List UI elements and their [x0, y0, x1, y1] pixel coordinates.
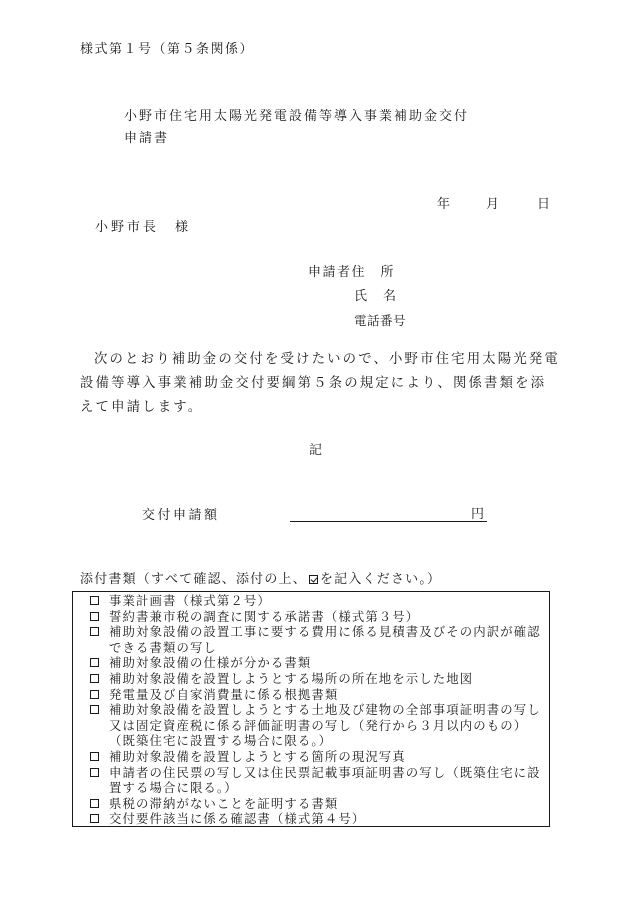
- checklist-item: [73, 609, 549, 625]
- checked-box-icon: [309, 575, 318, 584]
- attachments-title-text: 添付書類（すべて確認、添付の上、: [80, 572, 307, 587]
- checklist-item: [73, 671, 549, 687]
- checklist-item-text: 事業計画書（様式第２号）: [109, 593, 271, 608]
- amount-unit: 円: [471, 507, 486, 522]
- checklist-item: [73, 796, 549, 812]
- checkbox[interactable]: [90, 627, 99, 636]
- checklist-item: [73, 749, 549, 765]
- checkbox[interactable]: [90, 658, 99, 667]
- checklist-item-text: 県税の滞納がないことを証明する書類: [109, 795, 339, 811]
- amount-input-line[interactable]: [290, 521, 487, 522]
- date-year-label: 年: [437, 197, 452, 212]
- checkbox[interactable]: [90, 768, 99, 777]
- checklist-item: [73, 811, 549, 827]
- application-statement: 次のとおり補助金の交付を受けたいので、小野市住宅用太陽光発電設備等導入事業補助金交付要綱第５条の規定により、関係書類を添えて申請します。: [80, 352, 560, 415]
- checklist-item: [73, 655, 549, 671]
- attachments-title-suffix: を記入ください。）: [319, 572, 442, 587]
- checklist-item: [73, 624, 549, 655]
- attachments-list: [73, 593, 549, 827]
- checkbox[interactable]: [90, 674, 99, 683]
- checklist-item-text: 補助対象設備を設置しようとする箇所の現況写真: [109, 748, 406, 764]
- checklist-item-text: 補助対象設備の仕様が分かる書類: [109, 655, 312, 671]
- amount-label: 交付申請額: [142, 508, 220, 523]
- checklist-item-text: 補助対象設備を設置しようとする土地及び建物の全部事項証明書の写し又は固定資産税に係る評価証明書の写し（発行から３月以内のもの）（既築住宅に設置する場合に限る。）: [109, 702, 541, 749]
- date-month-label: 月: [486, 197, 501, 212]
- checkbox[interactable]: [90, 814, 99, 823]
- ki-heading: 記: [309, 443, 324, 458]
- checkbox[interactable]: [90, 705, 99, 714]
- checklist-item-text: 補助対象設備を設置しようとする場所の所在地を示した地図: [109, 670, 474, 686]
- checklist-item-text: 発電量及び自家消費量に係る根拠書類: [109, 686, 339, 702]
- checkbox[interactable]: [90, 752, 99, 761]
- document-title: 小野市住宅用太陽光発電設備等導入事業補助金交付: [124, 109, 470, 124]
- checklist-item-text: 交付要件該当に係る確認書（様式第４号）: [109, 811, 366, 827]
- checklist-item: [73, 765, 549, 796]
- checklist-item-text: 補助対象設備の設置工事に要する費用に係る見積書及びその内訳が確認できる書類の写し: [109, 624, 541, 655]
- checklist-item-text: 申請者の住民票の写し又は住民票記載事項証明書の写し（既築住宅に設置する場合に限る。）: [109, 764, 541, 796]
- attachments-title: [80, 572, 441, 588]
- attachments-checklist: [72, 591, 550, 827]
- checklist-item: [73, 687, 549, 703]
- date-day-label: 日: [537, 197, 552, 212]
- checklist-item: [73, 593, 549, 609]
- addressee: 小野市長 様: [95, 220, 192, 235]
- checklist-item-text: 誓約書兼市税の調査に関する承諾書（様式第３号）: [109, 608, 420, 624]
- checkbox[interactable]: [90, 596, 99, 605]
- checkbox[interactable]: [90, 690, 99, 699]
- checkbox[interactable]: [90, 612, 99, 621]
- form-number: 様式第１号（第５条関係）: [80, 42, 255, 57]
- checkbox[interactable]: [90, 799, 99, 808]
- document-title-continued: 申請書: [124, 131, 170, 146]
- applicant-name-label: 氏 名: [354, 289, 398, 304]
- checklist-item: [73, 702, 549, 749]
- applicant-phone-label: 電話番号: [354, 313, 407, 328]
- applicant-address-label: 申請者住 所: [308, 265, 396, 280]
